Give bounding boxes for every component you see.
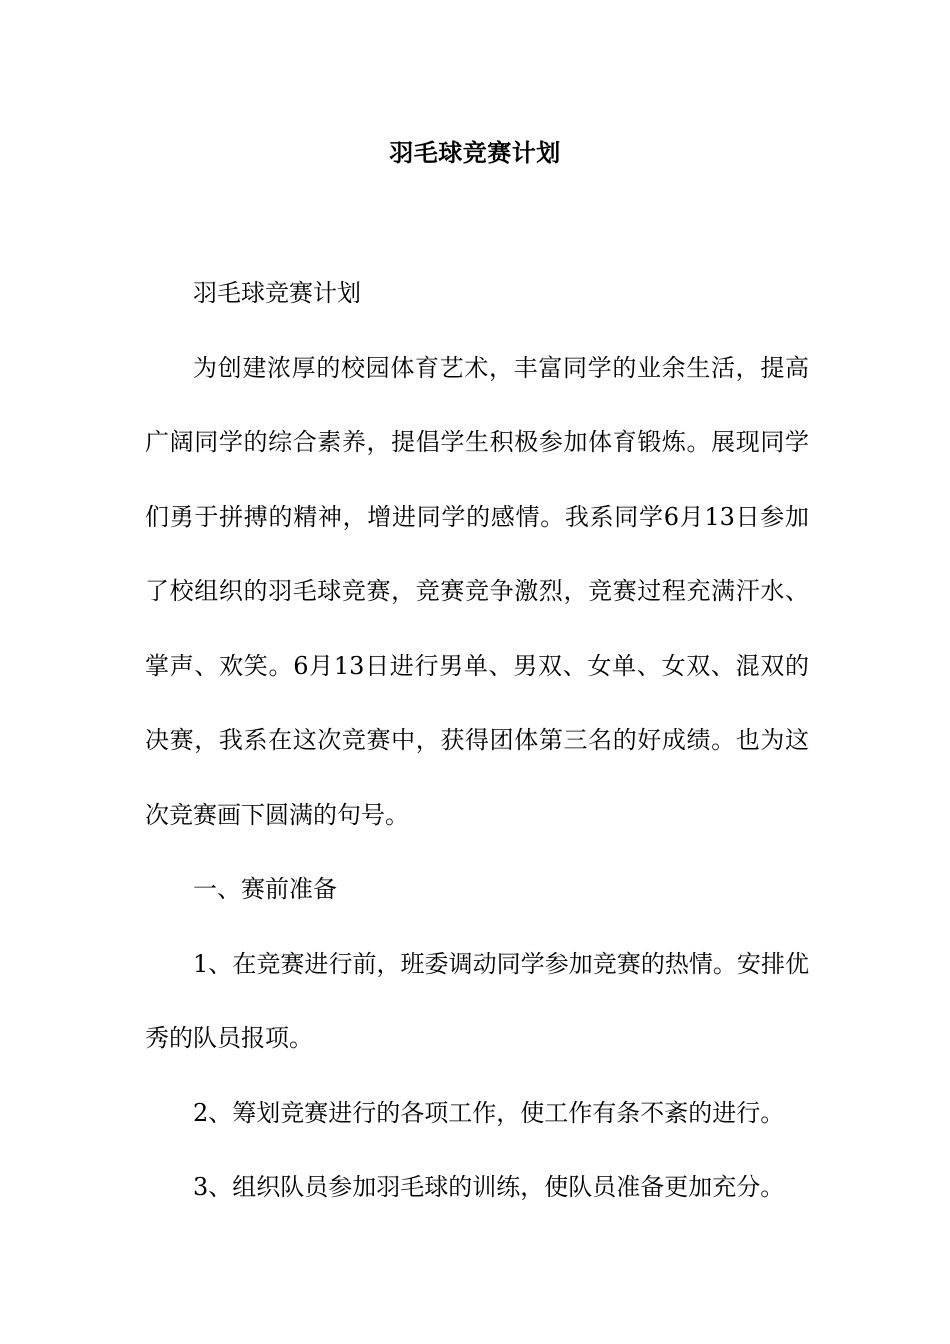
paragraph-intro: 为创建浓厚的校园体育艺术，丰富同学的业余生活，提高广阔同学的综合素养，提倡学生积极参加体育锻炼。展现同学们勇于拼搏的精神，增进同学的感情。我系同学6月13日参加了校组织的羽毛球竞赛，竞赛竞争激烈，竞赛过程充满汗水、掌声、欢笑。6月13日进行男单、男双、女单、女双、混双的决赛，我系在这次竞赛中，获得团体第三名的好成绩。也为这次竞赛画下圆满的句号。 [145,353,809,829]
list-item-2: 2、筹划竞赛进行的各项工作，使工作有条不紊的进行。 [193,1098,785,1127]
list-item-1: 1、在竞赛进行前，班委调动同学参加竞赛的热情。安排优秀的队员报项。 [145,949,809,1052]
paragraph-heading: 羽毛球竞赛计划 [193,279,361,307]
document-body [145,256,809,1225]
section-heading-preparation: 一、赛前准备 [193,875,337,903]
list-item-3: 3、组织队员参加羽毛球的训练，使队员准备更加充分。 [193,1173,785,1201]
document-title: 羽毛球竞赛计划 [389,138,561,167]
